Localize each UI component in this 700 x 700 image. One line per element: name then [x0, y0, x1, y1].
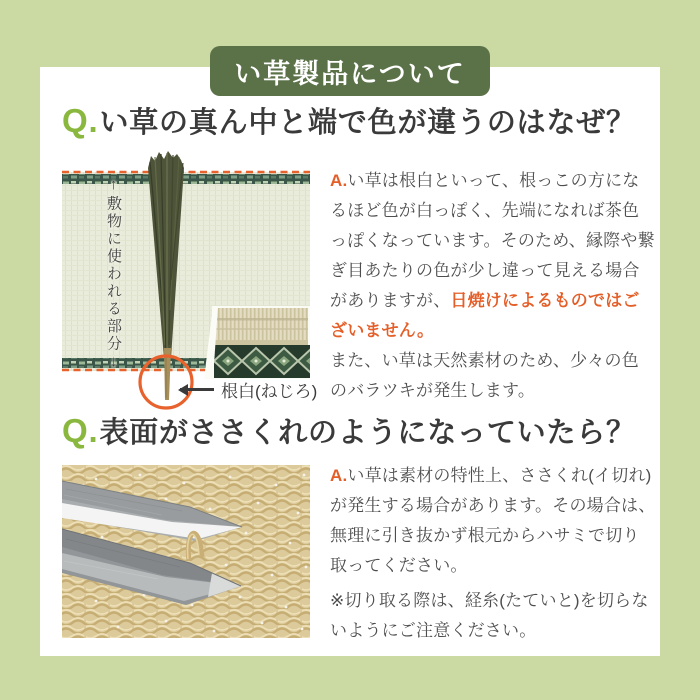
a-mark: A. [330, 171, 348, 190]
caution-note: ※切り取る際は、経糸(たていと)を切らないようにご注意ください。 [330, 591, 649, 640]
q-mark: Q. [62, 412, 99, 449]
answer-1-body [330, 171, 655, 400]
left-arrow-icon [180, 388, 214, 390]
answer-text: い草は素材の特性上、ささくれ(イ切れ)が発生する場合があります。その場合は、無理に引き抜かず根元からハサミで切り取ってください。 [330, 466, 656, 575]
question-2-title [62, 410, 636, 451]
answer-2 [330, 461, 656, 581]
answer-2-body [330, 466, 655, 575]
nejiro-callout [180, 377, 317, 402]
answer-text: い草は根白といって、根っこの方になるほど色が白っぽく、先端になれば茶色っぽくなっています。そのため、縁際や繋ぎ目あたりの色が少し違って見える場合がありますが、 [330, 171, 655, 310]
answer-text: また、い草は天然素材のため、少々の色のバラツキが発生します。 [330, 351, 639, 400]
a-mark: A. [330, 466, 348, 485]
igusa-strand-photo [62, 150, 310, 410]
question-1-text: い草の真ん中と端で色が違うのはなぜ？ [99, 107, 636, 139]
answer-highlight: 日焼けによるものではございません。 [330, 291, 640, 340]
question-1-title [62, 100, 636, 141]
scissors-photo [62, 465, 310, 638]
q-mark: Q. [62, 102, 99, 139]
figure-scissors [62, 465, 310, 638]
section-badge [210, 46, 490, 96]
mat-usage-annotation: ↑敷物に使われる部分↓ [105, 176, 122, 373]
figure-igusa-strand [62, 150, 318, 410]
answer-1 [330, 166, 656, 406]
question-2-text: 表面がささくれのようになっていたら？ [99, 417, 636, 449]
nejiro-label: 根白(ねじろ) [221, 382, 318, 401]
badge-label: い草製品について [234, 58, 466, 89]
